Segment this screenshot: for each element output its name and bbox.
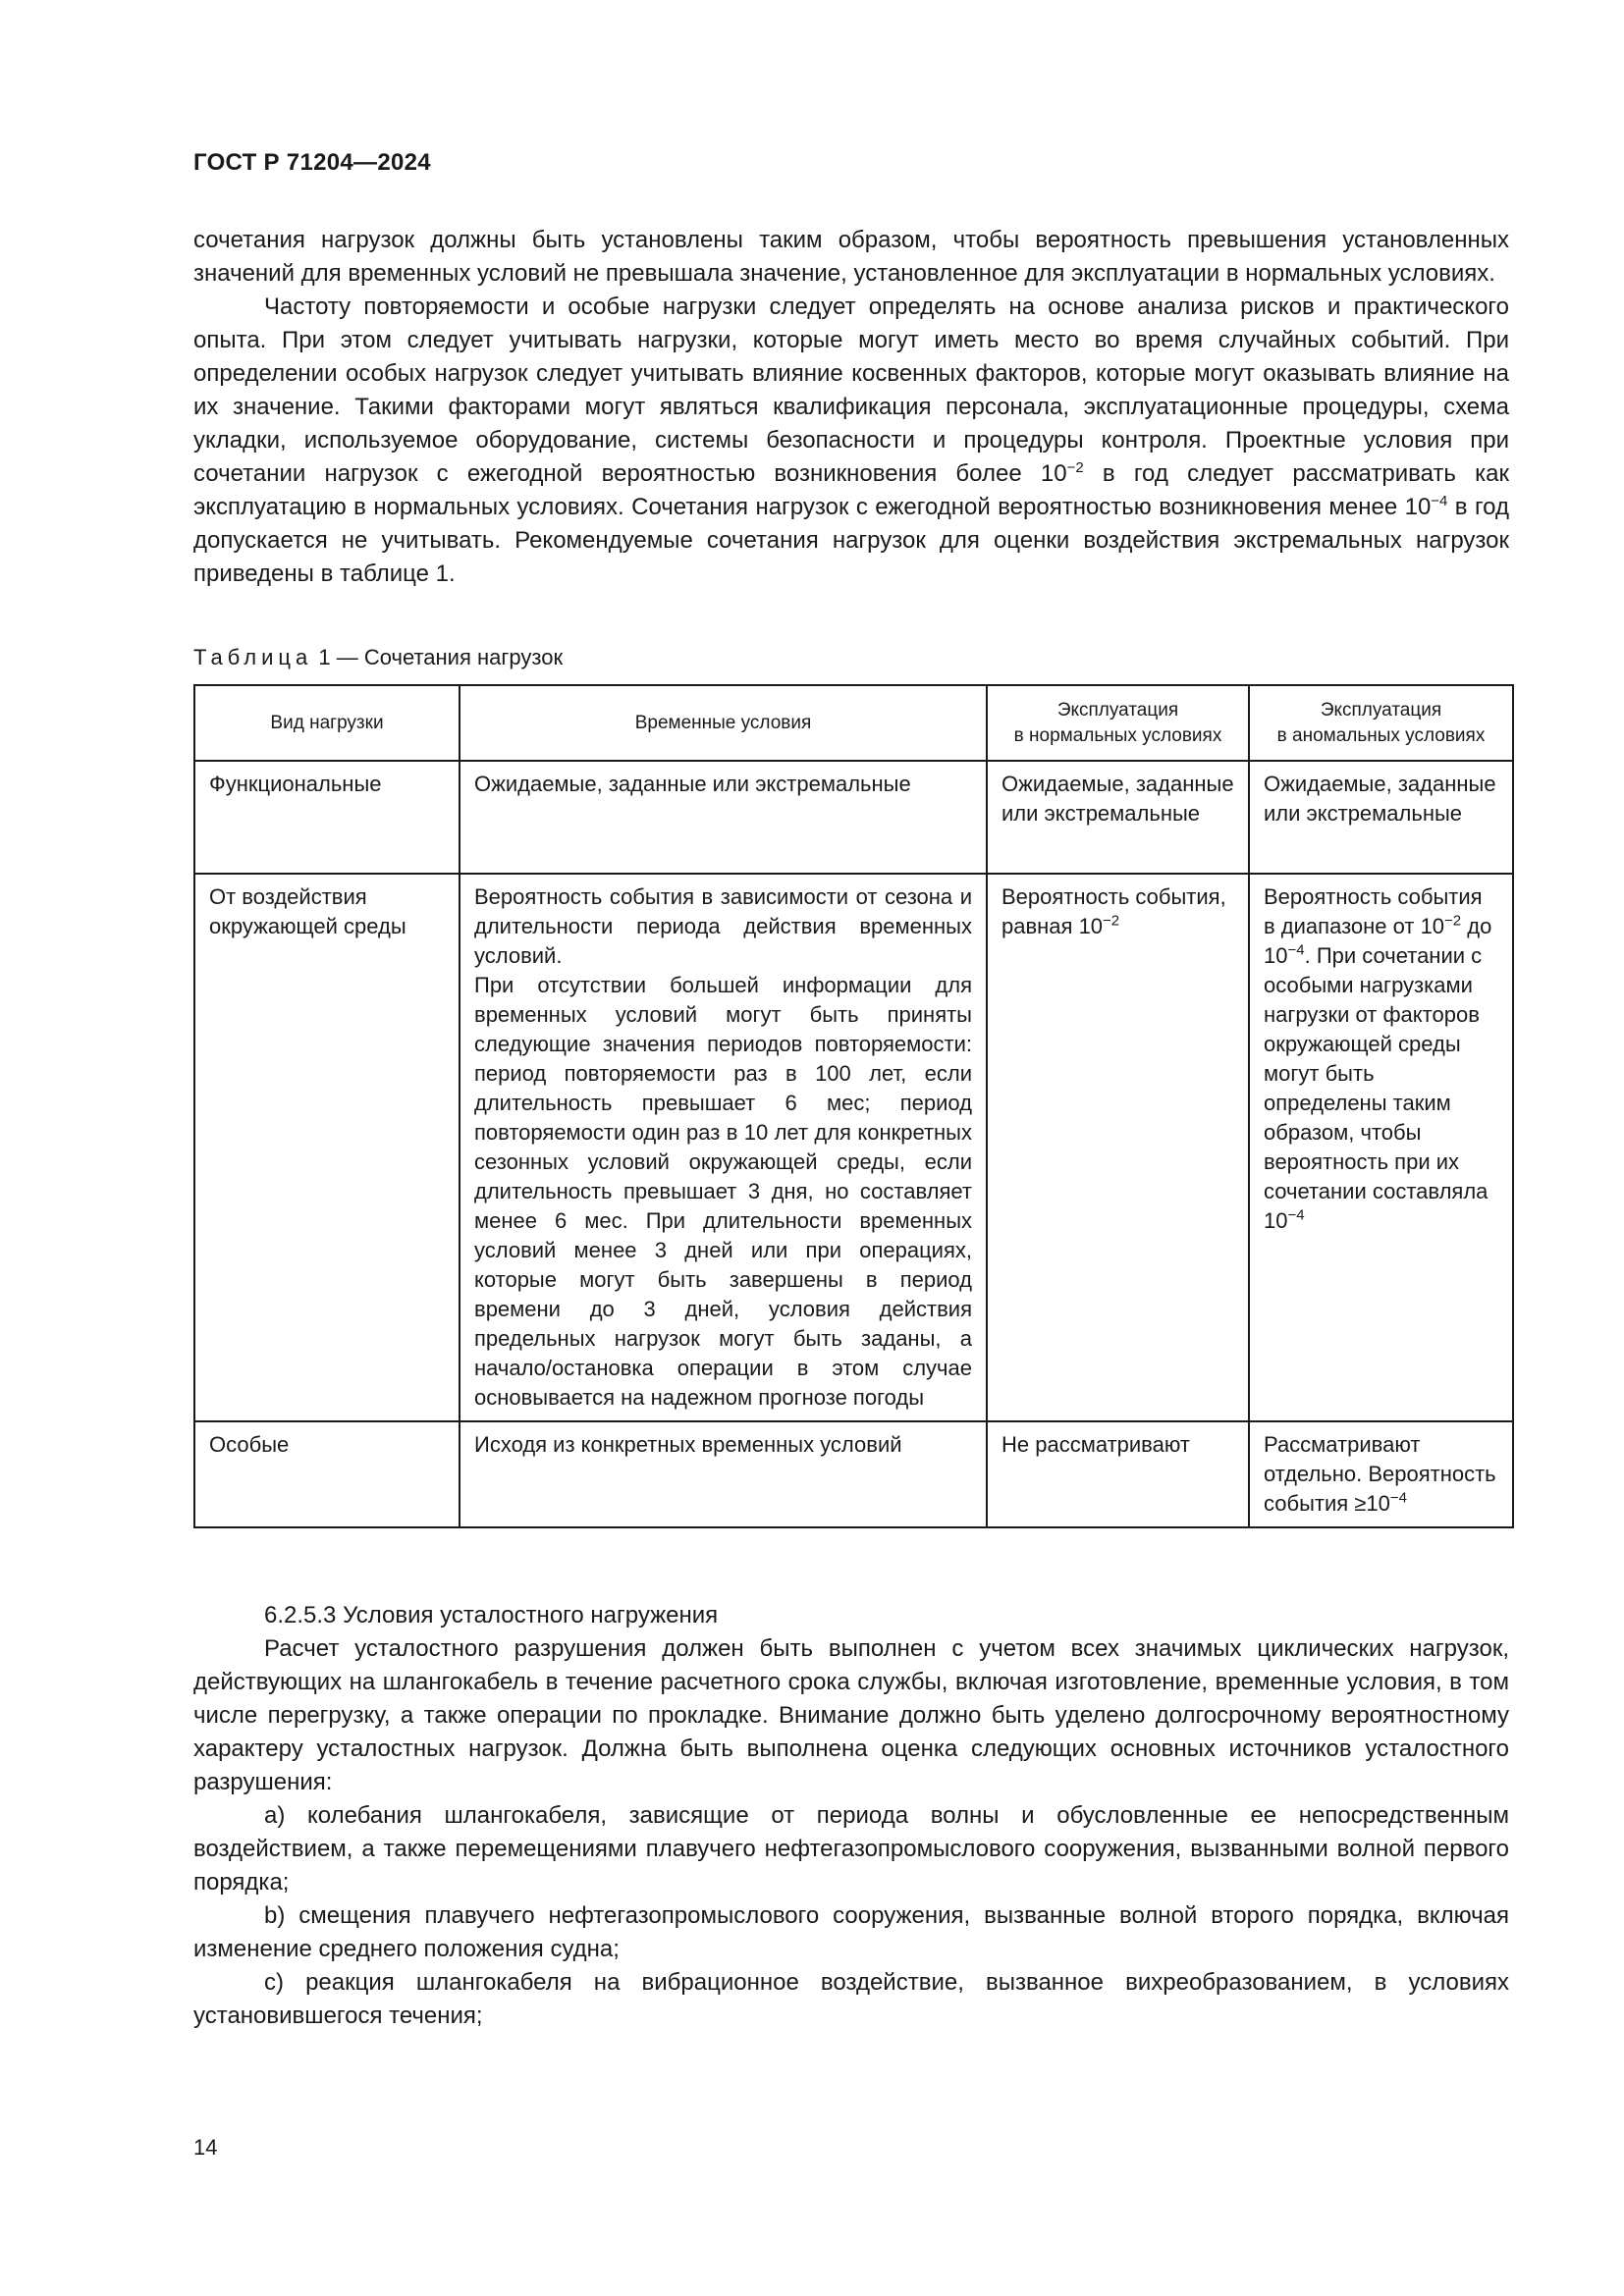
header-normal-operation: Эксплуатация в нормальных условиях xyxy=(987,685,1249,761)
cell-load-type: От воздействия окружающей среды xyxy=(194,874,460,1421)
table-row xyxy=(194,761,1513,874)
list-item: а) колебания шлангокабеля, зависящие от периода волны и обусловленные ее непосредственным воздействием, а также перемещениями плавучего нефтегазопромыслового сооружения, вызванными волной первого порядка; xyxy=(193,1802,1509,1896)
document-code-header: ГОСТ Р 71204—2024 xyxy=(193,149,431,176)
section-heading: 6.2.5.3 Условия усталостного нагружения xyxy=(264,1602,719,1629)
cell-normal: Вероятность события, равная $10^{-2}$ xyxy=(987,874,1249,1421)
cell-normal: Не рассматривают xyxy=(987,1421,1249,1527)
list-item: c) реакция шлангокабеля на вибрационное воздействие, вызванное вихреобразованием, в условиях установившегося течения; xyxy=(193,1969,1509,2029)
section-paragraph: Расчет усталостного разрушения должен быть выполнен с учетом всех значимых циклических нагрузок, действующих на шлангокабель в течение расчетного срока службы, включая изготовление, временные условия, в том числе перегрузку, а также операции по прокладке. Внимание должно быть уделено долгосрочному вероятностному характеру усталостных нагрузок. Должна быть выполнена оценка следующих основных источников усталостного разрушения: xyxy=(193,1635,1509,1795)
cell-normal: Ожидаемые, заданные или экстремальные xyxy=(987,761,1249,874)
cell-load-type: Функциональные xyxy=(194,761,460,874)
cell-temporary: Вероятность события в зависимости от сезона и длительности периода действия временных условий. При отсутствии большей информации для временных условий могут быть приняты следующие значения периодов повторяемости: период повторяемости раз в 100 лет, если длительность превышает 6 мес; период повторяемости один раз в 10 лет для конкретных сезонных условий окружающей среды, если длительность превышает 3 дня, но составляет менее 6 мес. При длительности временных условий менее 3 дней или при операциях, которые могут быть завершены в период времени до 3 дней, условия действия предельных нагрузок могут быть заданы, а начало/остановка операции в этом случае основывается на надежном прогнозе погоды xyxy=(460,874,987,1421)
load-combinations-table xyxy=(193,684,1514,1528)
cell-temporary: Исходя из конкретных временных условий xyxy=(460,1421,987,1527)
header-abnormal-operation: Эксплуатация в аномальных условиях xyxy=(1249,685,1513,761)
cell-abnormal: Ожидаемые, заданные или экстремальные xyxy=(1249,761,1513,874)
cell-abnormal: Вероятность события в диапазоне от $10^{-2}$ до $10^{-4}$. При сочетании с особыми нагрузками нагрузки от факторов окружающей среды могут быть определены таким образом, чтобы вероятность при их сочетании составляла $10^{-4}$ xyxy=(1249,874,1513,1421)
table-row xyxy=(194,1421,1513,1527)
header-load-type: Вид нагрузки xyxy=(194,685,460,761)
cell-load-type: Особые xyxy=(194,1421,460,1527)
page-number: 14 xyxy=(193,2135,218,2160)
cell-abnormal: Рассматривают отдельно. Вероятность события $\ge 10^{-4}$ xyxy=(1249,1421,1513,1527)
intro-text xyxy=(193,224,1509,591)
intro-paragraph-2: Частоту повторяемости и особые нагрузки следует определять на основе анализа рисков и практического опыта. При этом следует учитывать нагрузки, которые могут иметь место во время случайных событий. При определении особых нагрузок следует учитывать влияние косвенных факторов, которые могут оказывать влияние на их значение. Такими факторами могут являться квалификация персонала, эксплуатационные процедуры, схема укладки, используемое оборудование, системы безопасности и процедуры контроля. Проектные условия при сочетании нагрузок с ежегодной вероятностью возникновения более $10^{-2}$ в год следует рассматривать как эксплуатацию в нормальных условиях. Сочетания нагрузок с ежегодной вероятностью возникновения менее $10^{-4}$ в год допускается не учитывать. Рекомендуемые сочетания нагрузок для оценки воздействия экстремальных нагрузок приведены в таблице 1. xyxy=(193,294,1510,587)
intro-paragraph-1: сочетания нагрузок должны быть установлены таким образом, чтобы вероятность превышения установленных значений для временных условий не превышала значение, установленное для эксплуатации в нормальных условиях. xyxy=(193,227,1509,287)
section-fatigue xyxy=(193,1599,1509,2033)
list-item: b) смещения плавучего нефтегазопромыслового сооружения, вызванные волной второго порядка, включая изменение среднего положения судна; xyxy=(193,1902,1509,1962)
table-caption: Таблица 1 — Сочетания нагрузок xyxy=(193,645,564,669)
table-row xyxy=(194,874,1513,1421)
cell-temporary: Ожидаемые, заданные или экстремальные xyxy=(460,761,987,874)
header-temporary-conditions: Временные условия xyxy=(460,685,987,761)
table-header-row xyxy=(194,685,1513,761)
